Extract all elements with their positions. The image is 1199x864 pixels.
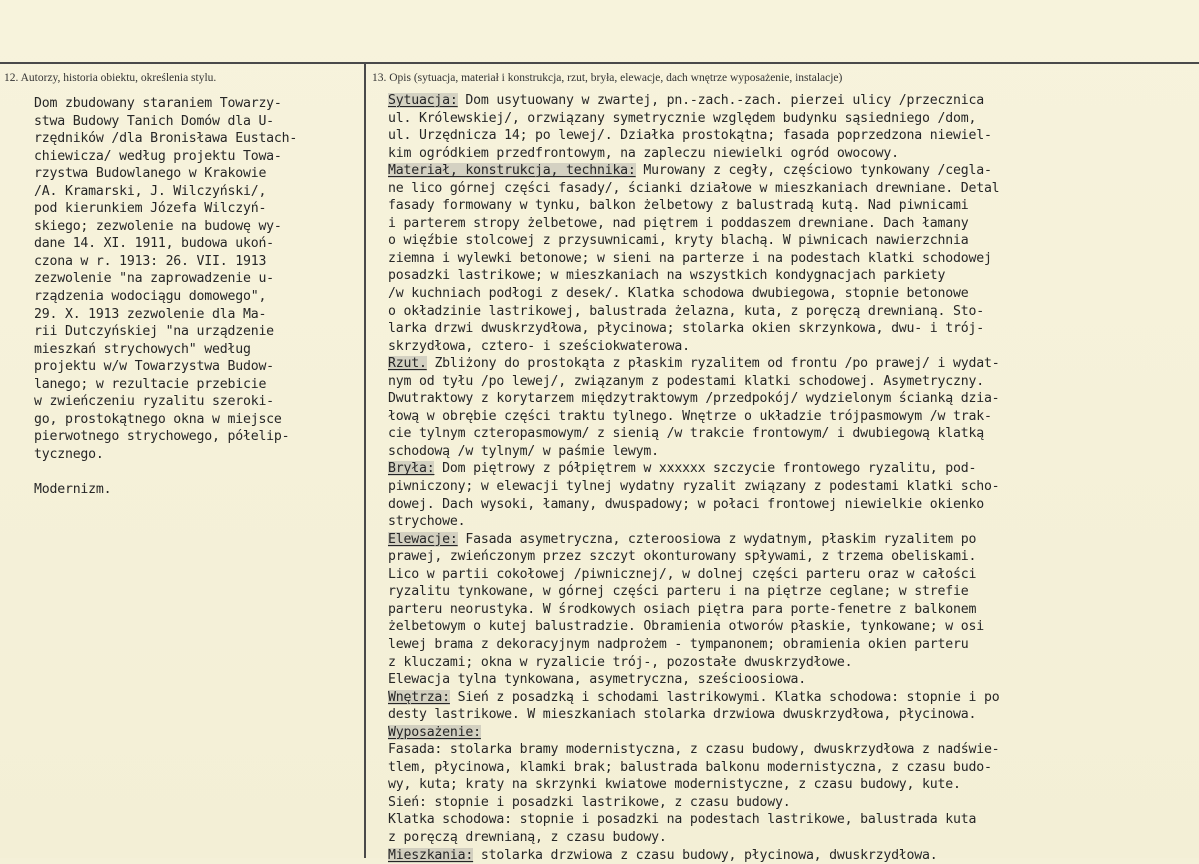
description-line [388, 303, 1188, 321]
left-text-line: w zwieńczeniu ryzalitu szeroki- [34, 394, 274, 410]
left-text-line: pod kierunkiem Józefa Wilczyń- [34, 201, 267, 217]
left-text-line: pierwotnego strychowego, półelip- [34, 429, 290, 445]
description-text: z poręczą drewnianą, z czasu budowy. [388, 829, 667, 845]
section-label: Rzut. [388, 356, 427, 372]
description-text: Fasada asymetryczna, czteroosiowa z wydatnym, płaskim ryzalitem po [457, 531, 977, 547]
description-text: parteru neorustyka. W środkowych osiach piętra para porte-fenetre z balkonem [388, 601, 977, 617]
description-text: /w kuchniach podłogi z desek/. Klatka schodowa dwubiegowa, stopnie betonowe [388, 286, 969, 302]
description-text: posadzki lastrikowe; w mieszkaniach na wszystkich kondygnacjach parkiety [388, 268, 946, 284]
description-line [388, 531, 1188, 549]
description-line [388, 566, 1188, 584]
description-line [388, 496, 1188, 514]
description-text: Sień z posadzką i schodami lastrikowymi. Klatka schodowa: stopnie i po [449, 689, 1000, 705]
left-text-line: rządzenia wodociągu domowego", [34, 289, 267, 305]
section-label: Sytuacja: [388, 93, 458, 108]
description-text: cie tylnym czteropasmowym/ z sienią /w trakcie frontowym/ i dwubiegową klatką [388, 426, 984, 442]
description-line [388, 425, 1188, 443]
description-line [388, 689, 1188, 707]
description-text: ziemna i wylewki betonowe; w sieni na parterze i na podestach klatki schodowej [388, 250, 992, 266]
description-line [388, 548, 1188, 566]
description-line [388, 390, 1188, 408]
left-text-line: rzędników /dla Bronisława Eustach- [34, 131, 298, 147]
left-text-line: /A. Kramarski, J. Wilczyński/, [34, 183, 267, 199]
description-text: ul. Królewskiej/, orzwiązany symetrycznie względem budynku sąsiedniego /dom, [388, 110, 977, 126]
description-text: Fasada: stolarka bramy modernistyczna, z czasu budowy, dwuskrzydłowa z nadświe- [388, 742, 1000, 758]
left-text-line: stwa Budowy Tanich Domów dla U- [34, 113, 274, 129]
description-line [388, 583, 1188, 601]
description-line [388, 373, 1188, 391]
description-line [388, 180, 1188, 198]
left-text-line: projektu w/w Towarzystwa Budow- [34, 359, 274, 375]
description-line [388, 759, 1188, 777]
description-line [388, 338, 1188, 356]
description-text: Dom piętrowy z półpiętrem w xxxxxx szczycie frontowego ryzalitu, pod- [434, 461, 977, 477]
description-line [388, 671, 1188, 689]
description-text: Dom usytuowany w zwartej, pn.-zach.-zach. pierzei ulicy /przecznica [457, 93, 984, 108]
description-text: Zbliżony do prostokąta z płaskim ryzalitem od frontu /po prawej/ i wydat- [426, 356, 1000, 372]
left-text-line: 29. X. 1913 zezwolenie dla Ma- [34, 306, 267, 322]
description-line [388, 478, 1188, 496]
description-text: larka drzwi dwuskrzydłowa, płycinowa; stolarka okien skrzynkowa, dwu- i trój- [388, 321, 984, 337]
description-text: Murowany z cegły, częściowo tynkowany /cegla- [635, 163, 992, 179]
description-text: ne lico górnej części fasady/, ścianki działowe w mieszkaniach drewniane. Detal [388, 180, 1000, 196]
description-line [388, 110, 1188, 128]
description-line [388, 162, 1188, 180]
description-text: ul. Urzędnicza 14; po lewej/. Działka prostokątna; fasada poprzedzona niewiel- [388, 128, 992, 144]
description-line [388, 513, 1188, 531]
section-13-heading: 13. Opis (sytuacja, materiał i konstrukcja, rzut, bryła, elewacje, dach wnętrze wyposażenie, instalacje) [372, 72, 843, 84]
description-line [388, 443, 1188, 461]
description-text: łową w obrębie części traktu tylnego. Wnętrze o układzie trójpasmowym /w trak- [388, 408, 992, 424]
description-text: desty lastrikowe. W mieszkaniach stolarka drzwiowa dwuskrzydłowa, płycinowa. [388, 707, 977, 723]
left-text-line: go, prostokątnego okna w miejsce [34, 411, 282, 427]
description-text: Klatka schodowa: stopnie i posadzki na podestach lastrikowe, balustrada kuta [388, 812, 977, 828]
left-text-line: tycznego. [34, 446, 104, 462]
description-line [388, 811, 1188, 829]
description-text: lewej brama z dekoracyjnym nadprożem - tympanonem; obramienia okien parteru [388, 636, 969, 652]
left-text-line: zezwolenie "na zaprowadzenie u- [34, 271, 274, 287]
left-text-line: rzystwa Budowlanego w Krakowie [34, 166, 267, 182]
description-line [388, 847, 1188, 864]
description-text: prawej, zwieńczonym przez szczyt okonturowany spływami, z trzema obeliskami. [388, 549, 977, 565]
left-text-line: Dom zbudowany staraniem Towarzy- [34, 96, 282, 111]
description-text: i parterem stropy żelbetowe, nad piętrem i poddaszem drewniane. Dach łamany [388, 215, 969, 231]
description-text: piwniczony; w elewacji tylnej wydatny ryzalit związany z podestami klatki scho- [388, 479, 1000, 495]
description-line [388, 741, 1188, 759]
left-text-line [34, 463, 359, 481]
left-text-line: skiego; zezwolenie na budowę wy- [34, 218, 282, 234]
description-line [388, 829, 1188, 847]
left-text-line: mieszkań strychowych" według [34, 341, 251, 357]
description-line [388, 145, 1188, 163]
description-text: fasady formowany w tynku, balkon żelbetowy z balustradą kutą. Nad piwnicami [388, 198, 969, 214]
section-12-heading: 12. Autorzy, historia obiektu, określenia stylu. [4, 72, 217, 84]
header-divider [0, 62, 1199, 64]
description-line [388, 127, 1188, 145]
section-label: Wyposażenie: [388, 724, 481, 740]
description-line [388, 250, 1188, 268]
section-label: Wnętrza: [388, 689, 450, 705]
description-text: stolarka drzwiowa z czasu budowy, płycinowa, dwuskrzydłowa. [473, 847, 938, 863]
left-text-line: rii Dutczyńskiej "na urządzenie [34, 324, 274, 340]
description-text: strychowe. [388, 514, 466, 530]
section-label: Mieszkania: [388, 847, 474, 863]
left-text-line: Modernizm. [34, 482, 112, 498]
description-text: tlem, płycinowa, klamki brak; balustrada balkonu modernistyczna, z czasu budo- [388, 759, 992, 775]
description-text: schodową /w tylnym/ w paśmie lewym. [388, 443, 659, 459]
description-line [388, 724, 1188, 742]
description-line [388, 654, 1188, 672]
description-line [388, 232, 1188, 250]
description-text: dowej. Dach wysoki, łamany, dwuspadowy; w połaci frontowej niewielkie okienko [388, 496, 984, 512]
left-text-line: chiewicza/ według projektu Towa- [34, 148, 282, 164]
column-divider [364, 62, 366, 858]
description-column [388, 92, 1188, 864]
section-label: Materiał, konstrukcja, technika: [388, 163, 636, 179]
description-text: żelbetowym o kutej balustradzie. Obramienia otworów płaskie, tynkowane; w osi [388, 619, 984, 635]
description-text: nym od tyłu /po lewej/, związanym z podestami klatki schodowej. Asymetryczny. [388, 373, 984, 389]
description-line [388, 794, 1188, 812]
description-text: Dwutraktowy z korytarzem międzytraktowym /przedpokój/ wydzielonym ścianką dzia- [388, 391, 1000, 407]
description-text: ryzalitu tynkowane, w górnej części parteru i na piętrze ceglane; w strefie [388, 584, 969, 600]
description-line [388, 460, 1188, 478]
description-line [388, 267, 1188, 285]
description-line [388, 636, 1188, 654]
description-line [388, 601, 1188, 619]
description-line [388, 706, 1188, 724]
description-line [388, 197, 1188, 215]
section-label: Elewacje: [388, 531, 458, 547]
description-text: Lico w partii cokołowej /piwnicznej/, w dolnej części parteru oraz w całości [388, 566, 977, 582]
description-line [388, 618, 1188, 636]
section-label: Bryła: [388, 461, 435, 477]
left-text-line: dane 14. XI. 1911, budowa ukoń- [34, 236, 274, 252]
description-text: kim ogródkiem przedfrontowym, na zapleczu niewielki ogród owocowy. [388, 145, 899, 161]
description-text: wy, kuta; kraty na skrzynki kwiatowe modernistyczne, z czasu budowy, kute. [388, 777, 961, 793]
description-text: Elewacja tylna tynkowana, asymetryczna, sześcioosiowa. [388, 672, 806, 688]
left-text-line: lanego; w rezultacie przebicie [34, 376, 267, 392]
description-text: o więźbie stolcowej z przysuwnicami, kryty blachą. W piwnicach nawierzchnia [388, 233, 969, 249]
description-text: z kluczami; okna w ryzalicie trój-, pozostałe dwuskrzydłowe. [388, 654, 853, 670]
description-line [388, 776, 1188, 794]
description-line [388, 408, 1188, 426]
description-text: o okładzinie lastrikowej, balustrada żelazna, kuta, z poręczą drewnianą. Sto- [388, 303, 984, 319]
description-line [388, 285, 1188, 303]
description-text: skrzydłowa, cztero- i sześciokwaterowa. [388, 338, 690, 354]
description-line [388, 215, 1188, 233]
left-text-line: czona w r. 1913: 26. VII. 1913 [34, 253, 267, 269]
description-line [388, 355, 1188, 373]
description-line [388, 92, 1188, 110]
description-text: Sień: stopnie i posadzki lastrikowe, z czasu budowy. [388, 794, 791, 810]
description-line [388, 320, 1188, 338]
authors-history-column [34, 95, 359, 499]
